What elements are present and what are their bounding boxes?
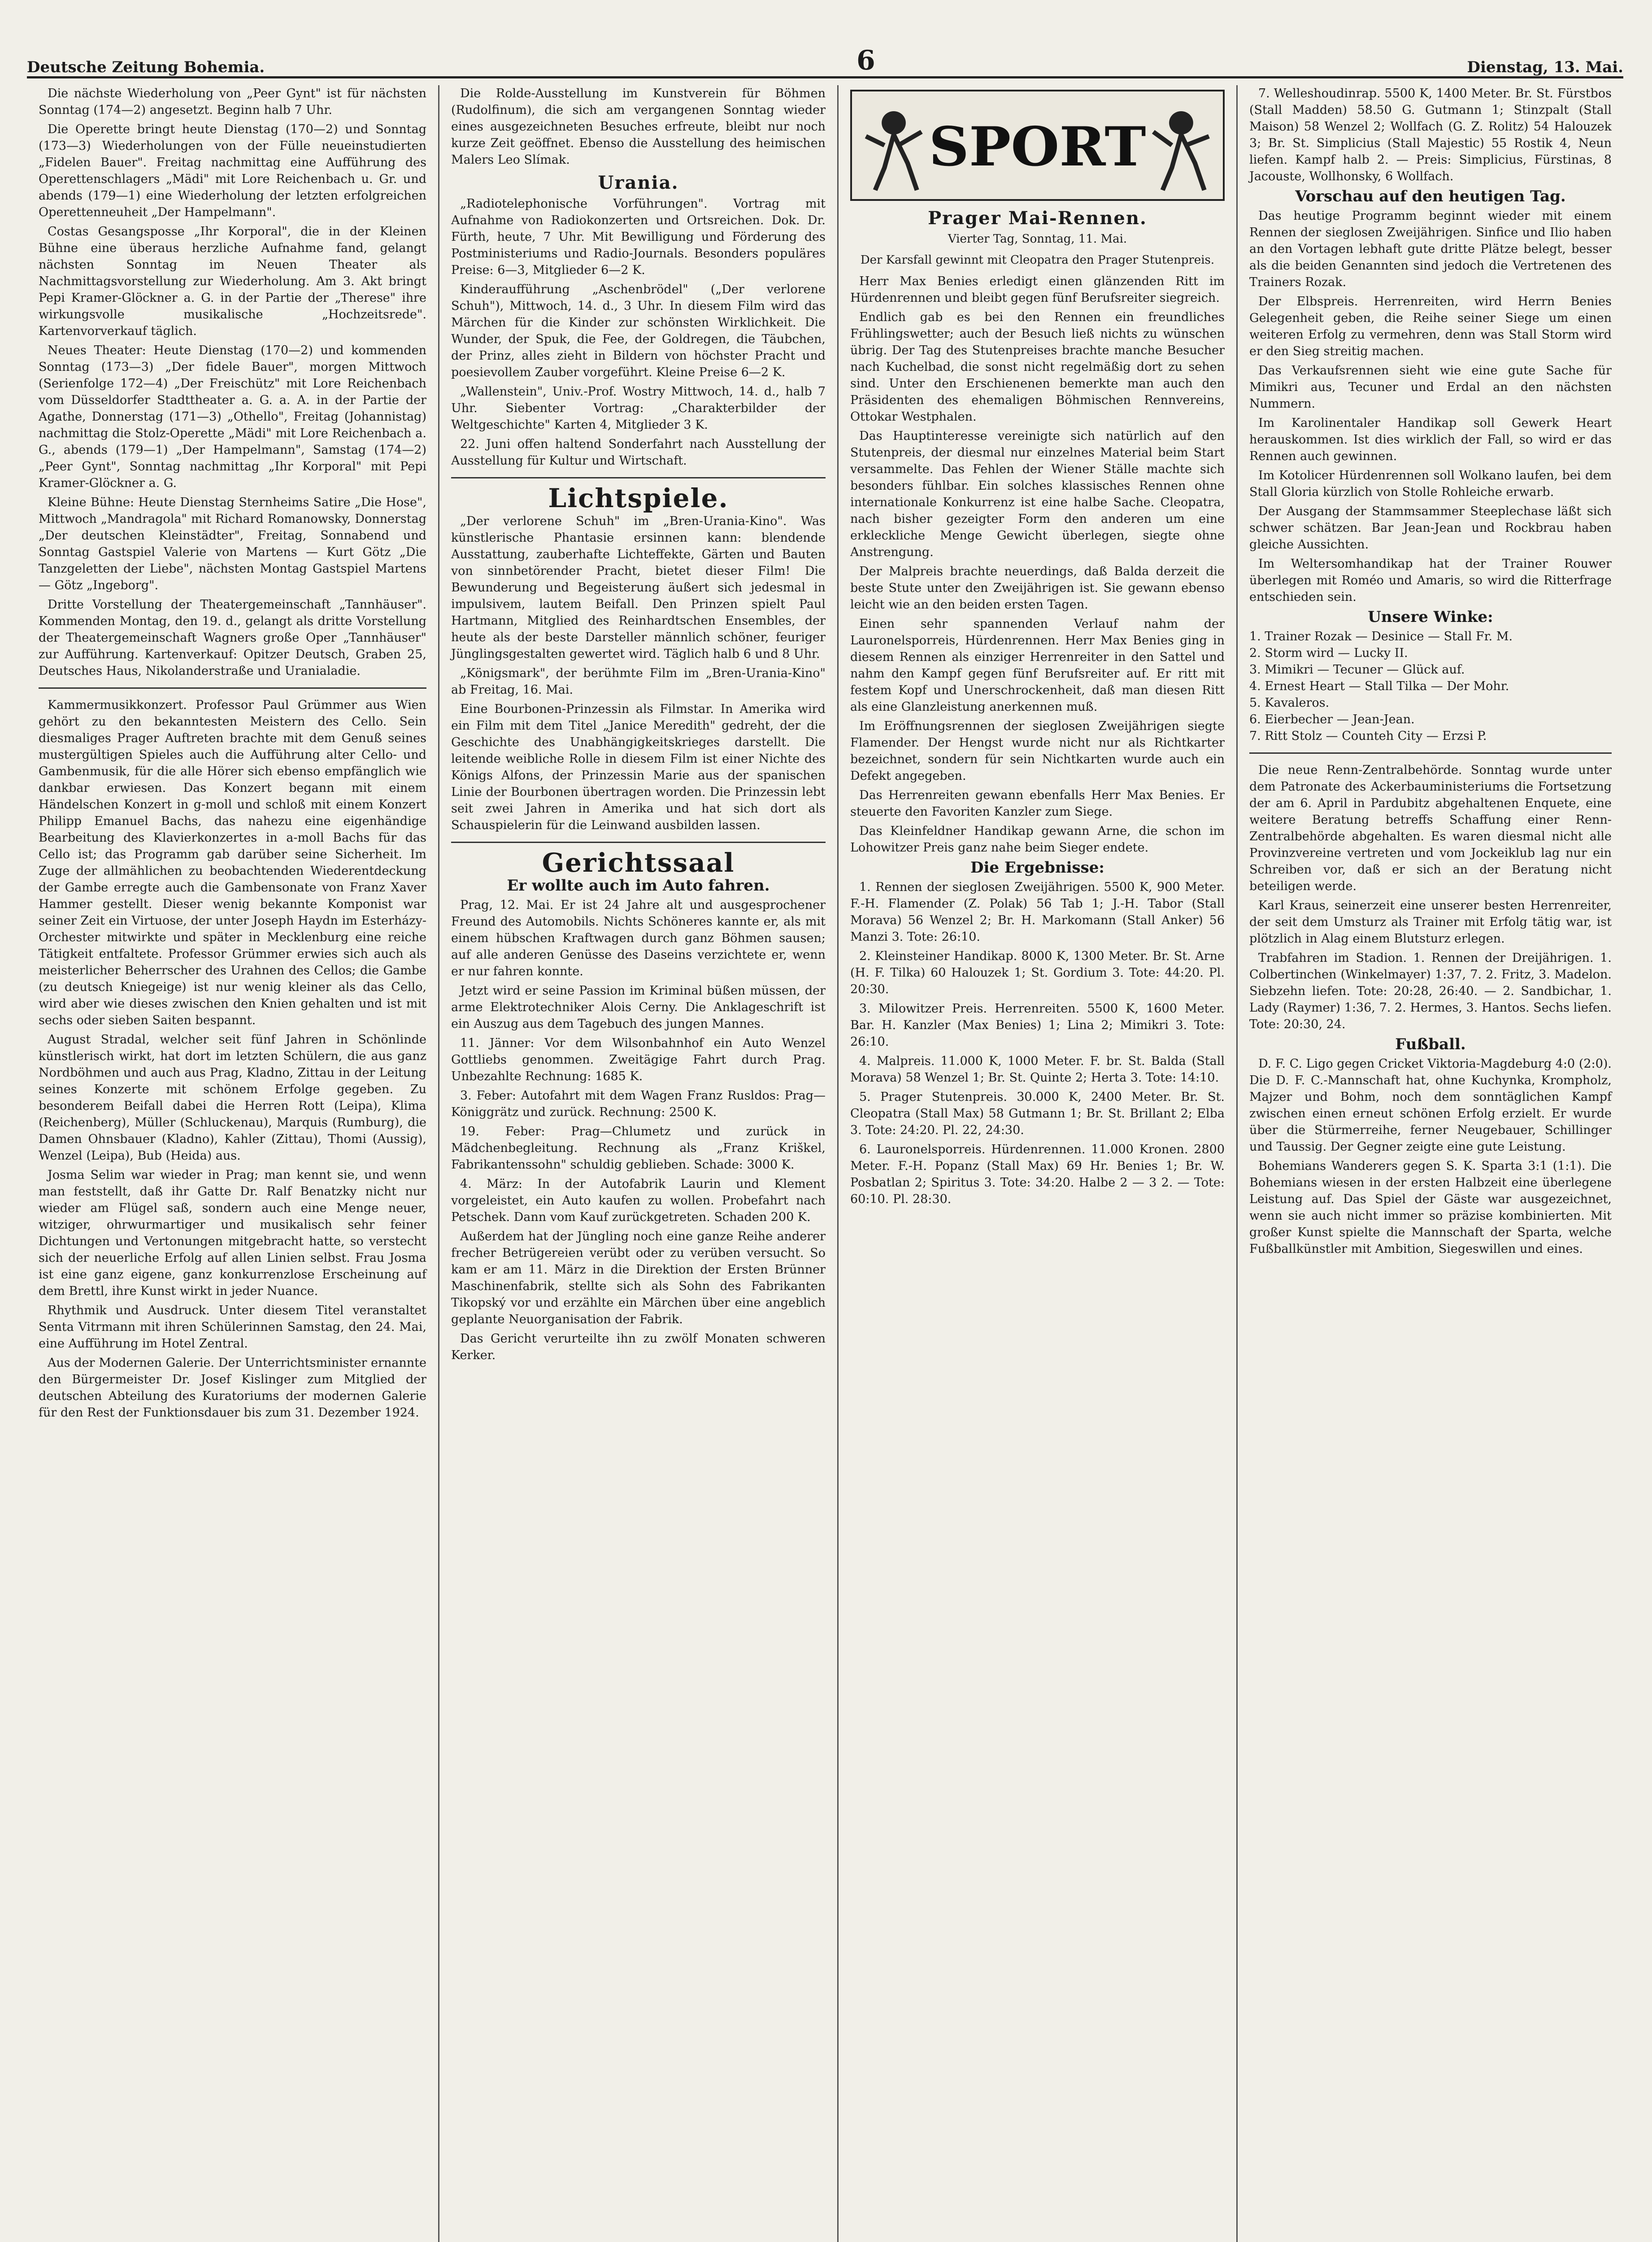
gerichtssaal-paragraph: 4. März: In der Autofabrik Laurin und Klement vorgeleistet, ein Auto kaufen zu wollen. Probefahrt nach Petschek. Dann vom Kauf zurückgetreten. Schaden 200 K. — [451, 1177, 826, 1224]
gerichtssaal-paragraph: 3. Feber: Autofahrt mit dem Wagen Franz Rusldos: Prag—Königgrätz und zurück. Rechnung: 2500 K. — [451, 1089, 826, 1119]
article-kleine-buehne: Kleine Bühne: Heute Dienstag Sternheims Satire „Die Hose", Mittwoch „Mandragola" mit Richard Romanowsky, Donnerstag „Der deutschen Kleinstädter", Freitag, Sonnabend und Sonntag Gastspiel Valerie von Martens — Kurt Götz „Die Tanzgeletten der Liebe", nächsten Montag Gastspiel Martens — Götz „Ingeborg". — [39, 495, 426, 592]
section-heading-gerichtssaal: Gerichtssaal — [542, 847, 735, 878]
tip-item: 2. Storm wird — Lucky II. — [1249, 646, 1408, 660]
divider — [451, 477, 826, 478]
result-item: 5. Prager Stutenpreis. 30.000 K, 2400 Meter. Br. St. Cleopatra (Stall Max) 58 Gutmann 1; Br. St. Brillant 2; Elba 3. Tote: 24:20. Pl. 22, 24:30. — [850, 1090, 1225, 1137]
rennen-paragraph: Einen sehr spannenden Verlauf nahm der Lauronelsporreis, Hürdenrennen. Herr Max Benies ging in diesem Rennen als einziger Herrenreiter in den Sattel und nahm den Kampf gegen fünf Berufsreiter auf. Er ritt mit festem Kopf und Unerschrockenheit, daß man diesen Ritt als eine Glanzleistung anerkennen muß. — [850, 617, 1225, 714]
urania-paragraph: 22. Juni offen haltend Sonderfahrt nach Ausstellung der Ausstellung für Kultur und Wirtschaft. — [451, 437, 826, 468]
article-neues-theater: Neues Theater: Heute Dienstag (170—2) und kommenden Sonntag (173—3) „Der fidele Bauer", morgen Mittwoch (Serienfolge 172—4) „Der Freischütz" mit Lore Reichenbach vom Düsseldorfer Stadttheater a. G. a. A. in der Partie der Agathe, Donnerstag (171—3) „Othello", Freitag (Johannistag) nachmittag die Stolz-Operette „Mädi" mit Lore Reichenbach a. G., abends (179—1) „Der Hampelmann", Samstag (174—2) „Peer Gynt", Sonntag nachmittag „Ihr Korporal" mit Pepi Kramer-Glöckner a. G. — [39, 343, 426, 490]
page-header — [27, 18, 1623, 78]
lichtspiele-paragraph: Eine Bourbonen-Prinzessin als Filmstar. In Amerika wird ein Film mit dem Titel „Janice Meredith" gedreht, der die Geschichte des Unabhängigkeitskrieges darstellt. Die leitende weibliche Rolle in diesem Film ist einer Nichte des Königs Alfons, der Prinzessin Marie aus der spanischen Linie der Bourbonen übertragen worden. Die Prinzessin lebt seit zwei Jahren in Amerika und hat sich dort als Schauspielerin für die Leinwand ausbilden lassen. — [451, 702, 826, 832]
preview-paragraph: Der Elbspreis. Herrenreiten, wird Herrn Benies Gelegenheit geben, die Reihe seiner Siege um einen weiteren Erfolg zu vermehren, denn was Stall Storm wird er den Sieg streitig machen. — [1249, 295, 1612, 358]
article-headline: Er wollte auch im Auto fahren. — [507, 877, 770, 895]
divider — [39, 687, 426, 689]
result-item: 2. Kleinsteiner Handikap. 8000 K, 1300 Meter. Br. St. Arne (H. F. Tilka) 60 Halouzek 1; St. Gordium 3. Tote: 44:20. Pl. 20:30. — [850, 949, 1225, 996]
article-stradal: August Stradal, welcher seit fünf Jahren in Schönlinde künstlerisch wirkt, hat dort im letzten Schülern, die aus ganz Nordböhmen und auch aus Prag, Kladno, Zittau in der Leitung seines Konzerte mit schönem Erfolge gegeben. Zu besonderem Beifall dabei die Herren Rott (Leipa), Klima (Reichenberg), Müller (Schluckenau), Marquis (Rumburg), die Damen Ohnsbauer (Kladno), Kahler (Zittau), Thomi (Aussig), Wenzel (Leipa), Bub (Heida) aus. — [39, 1033, 426, 1163]
result-item: 3. Milowitzer Preis. Herrenreiten. 5500 K, 1600 Meter. Bar. H. Kanzler (Max Benies) 1; Lina 2; Mimikri 3. Tote: 26:10. — [850, 1002, 1225, 1049]
gerichtssaal-paragraph: 19. Feber: Prag—Chlumetz und zurück in Mädchenbegleitung. Rechnung als „Franz Kriškel, Fabrikantenssohn" schuldig geblieben. Schade: 3000 K. — [451, 1125, 826, 1172]
preview-heading: Vorschau auf den heutigen Tag. — [1295, 187, 1566, 205]
rennen-paragraph: Endlich gab es bei den Rennen ein freundliches Frühlingswetter; auch der Besuch ließ nichts zu wünschen übrig. Der Tag des Stutenpreises brachte manche Besucher nach Kuchelbad, die sonst nicht regelmäßig dort zu sehen sind. Unter den Erschienenen bemerkte man auch den Präsidenten des ehemaligen Böhmischen Rennvereins, Ottokar Westphalen. — [850, 310, 1225, 424]
sport-banner-graphic — [852, 91, 1223, 199]
column-4 — [1238, 85, 1623, 2242]
urania-paragraph: „Radiotelephonische Vorführungen". Vortrag mit Aufnahme von Radiokonzerten und Ortsreichen. Dok. Dr. Fürth, heute, 7 Uhr. Mit Bewilligung und Förderung des Postministeriums und Radio-Journals. Besonders populäres Preise: 6—3, Mitglieder 6—2 K. — [451, 197, 826, 277]
result-item: 4. Malpreis. 11.000 K, 1000 Meter. F. br. St. Balda (Stall Morava) 58 Wenzel 1; Br. St. Quinte 2; Herta 3. Tote: 14:10. — [850, 1054, 1225, 1085]
preview-paragraph: Im Kotolicer Hürdenrennen soll Wolkano laufen, bei dem Stall Gloria kürzlich von Stolle Rohleiche erwarb. — [1249, 469, 1612, 499]
sport-paragraph: Die neue Renn-Zentralbehörde. Sonntag wurde unter dem Patronate des Ackerbauministeriums die Fortsetzung der am 6. April in Pardubitz abgehaltenen Enquete, eine weitere Beratung betreffs Schaffung einer Renn-Zentralbehörde abgehalten. Es waren diesmal nicht alle Provinzvereine vertreten und vom Jockeiklub lag nur ein Schreiben vor, daß er sich an der Beratung nicht beteiligen werde. — [1249, 763, 1612, 893]
article-operette: Die Operette bringt heute Dienstag (170—2) und Sonntag (173—3) Wiederholungen von der Fülle neueinstudierten „Fidelen Bauer". Freitag nachmittag eine Aufführung des Operettenschlagers „Mädi" mit Lore Reichenbach u. Gr. und abends (179—1) eine Wiederholung der letzten erfolgreichen Operettenneuheit „Der Hampelmann". — [39, 122, 426, 219]
results-heading: Die Ergebnisse: — [970, 859, 1104, 877]
gerichtssaal-paragraph: Das Gericht verurteilte ihn zu zwölf Monaten schweren Kerker. — [451, 1332, 826, 1362]
tips-heading: Unsere Winke: — [1368, 608, 1493, 626]
preview-paragraph: Der Ausgang der Stammsammer Steeplechase läßt sich schwer schätzen. Bar Jean-Jean und Rockbrau haben gleiche Aussichten. — [1249, 504, 1612, 552]
section-heading-rennen: Prager Mai-Rennen. — [928, 208, 1147, 229]
tip-item: 7. Ritt Stolz — Counteh City — Erzsi P. — [1249, 729, 1487, 743]
page-number: 6 — [856, 45, 875, 76]
rennen-paragraph: Das Hauptinteresse vereinigte sich natürlich auf den Stutenpreis, der diesmal nur einzelnes Material beim Start versammelte. Das Fehlen der Wiener Ställe machte sich besonders fühlbar. Ein solches klassisches Rennen ohne internationale Konkurrenz ist eine halbe Sache. Cleopatra, nach bisher gezeigter Form den anderen um eine erkleckliche Menge Gewicht überlegen, siegte ohne Anstrengung. — [850, 429, 1225, 559]
rennen-paragraph: Herr Max Benies erledigt einen glänzenden Ritt im Hürdenrennen und bleibt gegen fünf Berufsreiter siegreich. — [850, 274, 1225, 305]
rennen-teaser: Der Karsfall gewinnt mit Cleopatra den Prager Stutenpreis. — [860, 253, 1215, 267]
gerichtssaal-paragraph: Außerdem hat der Jüngling noch eine ganze Reihe anderer frecher Betrügereien verübt oder zu verüben versucht. So kam er am 11. März in die Direktion der Ersten Brünner Maschinenfabrik, stellte sich als Sohn des Fabrikanten Tikopský vor und erzählte ein Märchen über eine angeblich geplante Neuorganisation der Fabrik. — [451, 1230, 826, 1326]
gerichtssaal-paragraph: Prag, 12. Mai. Er ist 24 Jahre alt und ausgesprochener Freund des Automobils. Nichts Schöneres kannte er, als mit einem hübschen Kraftwagen durch ganz Böhmen sausen; auf alle anderen Genüsse des Daseins verzichtete er, wenn er nur fahren konnte. — [451, 898, 826, 978]
column-3 — [839, 85, 1238, 2242]
gerichtssaal-paragraph: 11. Jänner: Vor dem Wilsonbahnhof ein Auto Wenzel Gottliebs genommen. Zweitägige Fahrt durch Prag. Unbezahlte Rechnung: 1685 K. — [451, 1036, 826, 1083]
article-ihr-korporal: Costas Gesangsposse „Ihr Korporal", die in der Kleinen Bühne eine überaus herzliche Aufnahme fand, gelangt nächsten Sonntag im Neuen Theater als Nachmittagsvorstellung zur Wiederholung. Am 3. Akt bringt Pepi Kramer-Glöckner a. G. in der Partie der „Therese" ihre wirkungsvolle musikalische „Hochzeitsrede". Kartenvorverkauf täglich. — [39, 225, 426, 338]
preview-paragraph: Das heutige Programm beginnt wieder mit einem Rennen der sieglosen Zweijährigen. Sinfice und Ilio haben an den Vortagen lebhaft gute dritte Plätze belegt, besser als die beiden Genannten sind jedoch die Vertretenen des Trainers Rozak. — [1249, 209, 1612, 289]
article-kammermusik: Kammermusikkonzert. Professor Paul Grümmer aus Wien gehört zu den bekanntesten Meistern des Cello. Sein diesmaliges Prager Auftreten brachte mit dem Genuß seines mustergültigen Spieles auch die Aufführung alter Cello- und Gambenmusik, für die alle Hörer sich ebenso empfänglich wie dankbar erwiesen. Das Konzert begann mit einem Händelschen Konzert in g-moll und schloß mit einem Konzert Philipp Emanuel Bachs, das nahezu eine eigenhändige Bearbeitung des Klavierkonzertes in a-moll Bachs für das Cello ist; das Programm gab darüber seine Sicherheit. Im Zuge der allmählichen zu beobachtenden Wiederentdeckung der Gambe erregte auch die Gambensonate von Franz Xaver Hammer gestellt. Dieser wenig bekannte Komponist war seiner Zeit ein Virtuose, der unter Joseph Haydn im Esterházy-Orchester mitwirkte und später in Mecklenburg eine reiche Tätigkeit entfaltete. Professor Grümmer erwies sich auch als meisterlicher Beherrscher des Urahnen des Cellos; die Gambe (zu deutsch Kniegeige) ist nur wenig kleiner als das Cello, wird aber wie dieses zwischen den Knien gehalten und ist mit sechs oder sieben Saiten bespannt. — [39, 698, 426, 1027]
sport-paragraph: Trabfahren im Stadion. 1. Rennen der Dreijährigen. 1. Colbertinchen (Winkelmayer) 1:37, 7. 2. Fritz, 3. Madelon. Siebzehn liefen. Tote: 20:28, 26:40. — 2. Sandbichar, 1. Lady (Raymer) 1:36, 7. 2. Hermes, 3. Hantos. Sechs liefen. Tote: 20:30, 24. — [1249, 951, 1612, 1031]
tip-item: 3. Mimikri — Tecuner — Glück auf. — [1249, 663, 1465, 677]
column-1 — [27, 85, 439, 2242]
article-rhythmik: Rhythmik und Ausdruck. Unter diesem Titel veranstaltet Senta Vitrmann mit ihren Schülerinnen Samstag, den 24. Mai, eine Aufführung im Hotel Zentral. — [39, 1303, 426, 1351]
article-moderne-galerie: Aus der Modernen Galerie. Der Unterrichtsminister ernannte den Bürgermeister Dr. Josef Kislinger zum Mitglied der deutschen Abteilung des Kuratoriums der modernen Galerie für den Rest der Funktionsdauer bis zum 31. Dezember 1924. — [39, 1356, 426, 1420]
gerichtssaal-paragraph: Jetzt wird er seine Passion im Kriminal büßen müssen, der arme Elektrotechniker Alois Cerny. Die Anklageschrift ist ein Auszug aus dem Tagebuch des jungen Mannes. — [451, 984, 826, 1031]
result-item: 7. Welleshoudinrap. 5500 K, 1400 Meter. Br. St. Fürstbos (Stall Madden) 58.50 G. Gutmann 1; Stinzpalt (Stall Maison) 58 Wenzel 2; Wollfach (G. Z. Rolitz) 54 Halouzek 3; Br. St. Simplicius (Stall Majestic) 55 Rostik 4, Neun liefen. Kampf halb 2. — Preis: Simplicius, Fürstinas, 8 Jacouste, Wollhonsky, 6 Wollfach. — [1249, 87, 1612, 183]
section-heading-lichtspiele: Lichtspiele. — [548, 483, 729, 513]
fussball-paragraph: Bohemians Wanderers gegen S. K. Sparta 3:1 (1:1). Die Bohemians wiesen in der ersten Halbzeit eine überlegene Leistung auf. Das Spiel der Gäste war ausgezeichnet, wenn sie auch nicht immer so präzise kombinierten. Mit großer Kunst spielte die Mannschaft der Sparta, welche Fußballkünstler mit Ambition, Siegeswillen und eines. — [1249, 1159, 1612, 1256]
preview-paragraph: Im Weltersomhandikap hat der Trainer Rouwer überlegen mit Roméo und Amaris, so wird die Ritterfrage entschieden sein. — [1249, 557, 1612, 604]
section-heading-urania: Urania. — [598, 172, 679, 193]
tip-item: 6. Eierbecher — Jean-Jean. — [1249, 713, 1415, 726]
preview-paragraph: Im Karolinentaler Handikap soll Gewerk Heart herauskommen. Ist dies wirklich der Fall, so wird er das Rennen auch gewinnen. — [1249, 416, 1612, 463]
result-item: 1. Rennen der sieglosen Zweijährigen. 5500 K, 900 Meter. F.-H. Flamender (Z. Polak) 56 Tab 1; J.-H. Tabor (Stall Morava) 56 Wenzel 2; Br. H. Markomann (Stall Anker) 56 Manzi 3. Tote: 26:10. — [850, 880, 1225, 944]
sport-paragraph: Karl Kraus, seinerzeit eine unserer besten Herrenreiter, der seit dem Umsturz als Trainer mit Erfolg tätig war, ist plötzlich in Alag einem Blutsturz erlegen. — [1249, 899, 1612, 946]
urania-paragraph: Kinderaufführung „Aschenbrödel" („Der verlorene Schuh"), Mittwoch, 14. d., 3 Uhr. In diesem Film wird das Märchen für die Kinder zur schönsten Wirklichkeit. Die Wunder, der Spuk, die Fee, der Goldregen, die Täubchen, der Prinz, alles zieht in Bildern von höchster Pracht und poesievollem Zauber vorgeführt. Kleine Preise 6—2 K. — [451, 282, 826, 379]
lichtspiele-paragraph: „Der verlorene Schuh" im „Bren-Urania-Kino". Was künstlerische Phantasie ersinnen kann: blendende Ausstattung, zauberhafte Lichteffekte, Gärten und Bauten von sinnbetörender Pracht, bietet dieser Film! Die Bewunderung und Begeisterung äußert sich jedesmal in impulsivem, lautem Beifall. Den Prinzen spielt Paul Hartmann, Mitglied des Reinhardtschen Ensembles, der heute als der beste Darsteller männlich schöner, feuriger Jünglingsgestalten gewertet wird. Täglich halb 6 und 8 Uhr. — [451, 514, 826, 661]
fussball-paragraph: D. F. C. Ligo gegen Cricket Viktoria-Magdeburg 4:0 (2:0). Die D. F. C.-Mannschaft hat, ohne Kuchynka, Krompholz, Majzer und Bohm, noch dem sonntäglichen Kampf zwischen einen erneut schönen Erfolg erzielt. Er wurde über die Stürmerreihe, ferner Neugebauer, Schillinger und Taussig. Der Gegner zeigte eine gute Leistung. — [1249, 1057, 1612, 1154]
divider — [1249, 752, 1612, 754]
column-2 — [439, 85, 839, 2242]
rennen-paragraph: Der Malpreis brachte neuerdings, daß Balda derzeit die beste Stute unter den Zweijährigen ist. Sie gewann ebenso leicht wie an den beiden ersten Tagen. — [850, 565, 1225, 612]
divider — [451, 842, 826, 843]
rennen-paragraph: Im Eröffnungsrennen der sieglosen Zweijährigen siegte Flamender. Der Hengst wurde nicht nur als Richtkarter bezeichnet, sondern für sein Nichtkarten wurde auch ein Defekt angegeben. — [850, 719, 1225, 783]
fussball-heading: Fußball. — [1395, 1035, 1466, 1053]
tip-item: 4. Ernest Heart — Stall Tilka — Der Mohr. — [1249, 679, 1509, 693]
rennen-subline: Vierter Tag, Sonntag, 11. Mai. — [948, 232, 1127, 246]
urania-paragraph: „Wallenstein", Univ.-Prof. Wostry Mittwoch, 14. d., halb 7 Uhr. Siebenter Vortrag: „Charakterbilder der Weltgeschichte" Karten 4, Mitglieder 3 K. — [451, 385, 826, 432]
article-josma-selim: Josma Selim war wieder in Prag; man kennt sie, und wenn man feststellt, daß ihr Gatte Dr. Ralf Benatzky nicht nur wieder am Flügel saß, sondern auch eine Menge neuer, witziger, ohrwurmartiger und musikalisch sehr feiner Dichtungen und Vertonungen mitgebracht hatte, so verstecht sich der neuerliche Erfolg auf allen Linien selbst. Frau Josma ist eine ganz eigene, ganz konkurrenzlose Erscheinung auf dem Brettl, ihre Kunst wirkt in jeder Nuance. — [39, 1168, 426, 1298]
sport-banner-text: SPORT — [929, 114, 1146, 178]
preview-paragraph: Das Verkaufsrennen sieht wie eine gute Sache für Mimikri aus, Tecuner und Erdal an den nächsten Nummern. — [1249, 364, 1612, 411]
sport-banner-illustration — [850, 90, 1225, 201]
result-item: 6. Lauronelsporreis. Hürdenrennen. 11.000 Kronen. 2800 Meter. F.-H. Popanz (Stall Max) 69 Hr. Benies 1; Br. W. Posbatlan 2; Spiritus 3. Tote: 34:20. Halbe 2 — 3 2. — Tote: 60:10. Pl. 28:30. — [850, 1143, 1225, 1206]
article-tannhaeuser: Dritte Vorstellung der Theatergemeinschaft „Tannhäuser". Kommenden Montag, den 19. d., gelangt als dritte Vorstellung der Theatergemeinschaft Wagners große Oper „Tannhäuser" zur Aufführung. Kartenverkauf: Opitzer Deutsch, Graben 25, Deutsches Haus, Nikolanderstraße und Uranialadie. — [39, 598, 426, 678]
article-peer-gynt: Die nächste Wiederholung von „Peer Gynt" ist für nächsten Sonntag (174—2) angesetzt. Beginn halb 7 Uhr. — [39, 87, 426, 117]
article-rolde: Die Rolde-Ausstellung im Kunstverein für Böhmen (Rudolfinum), die sich am vergangenen Sonntag wieder eines ausgezeichneten Besuches erfreute, bleibt nur noch kurze Zeit geöffnet. Ebenso die Ausstellung des heimischen Malers Leo Slímak. — [451, 87, 826, 167]
tip-item: 1. Trainer Rozak — Desinice — Stall Fr. M. — [1249, 630, 1513, 643]
issue-date: Dienstag, 13. Mai. — [1467, 58, 1623, 76]
lichtspiele-paragraph: „Königsmark", der berühmte Film im „Bren-Urania-Kino" ab Freitag, 16. Mai. — [451, 666, 826, 697]
tip-item: 5. Kavaleros. — [1249, 696, 1330, 710]
rennen-paragraph: Das Kleinfeldner Handikap gewann Arne, die schon im Lohowitzer Preis ganz nahe beim Sieger endete. — [850, 824, 1225, 855]
rennen-paragraph: Das Herrenreiten gewann ebenfalls Herr Max Benies. Er steuerte den Favoriten Kanzler zum Siege. — [850, 788, 1225, 819]
newspaper-title: Deutsche Zeitung Bohemia. — [27, 58, 265, 76]
